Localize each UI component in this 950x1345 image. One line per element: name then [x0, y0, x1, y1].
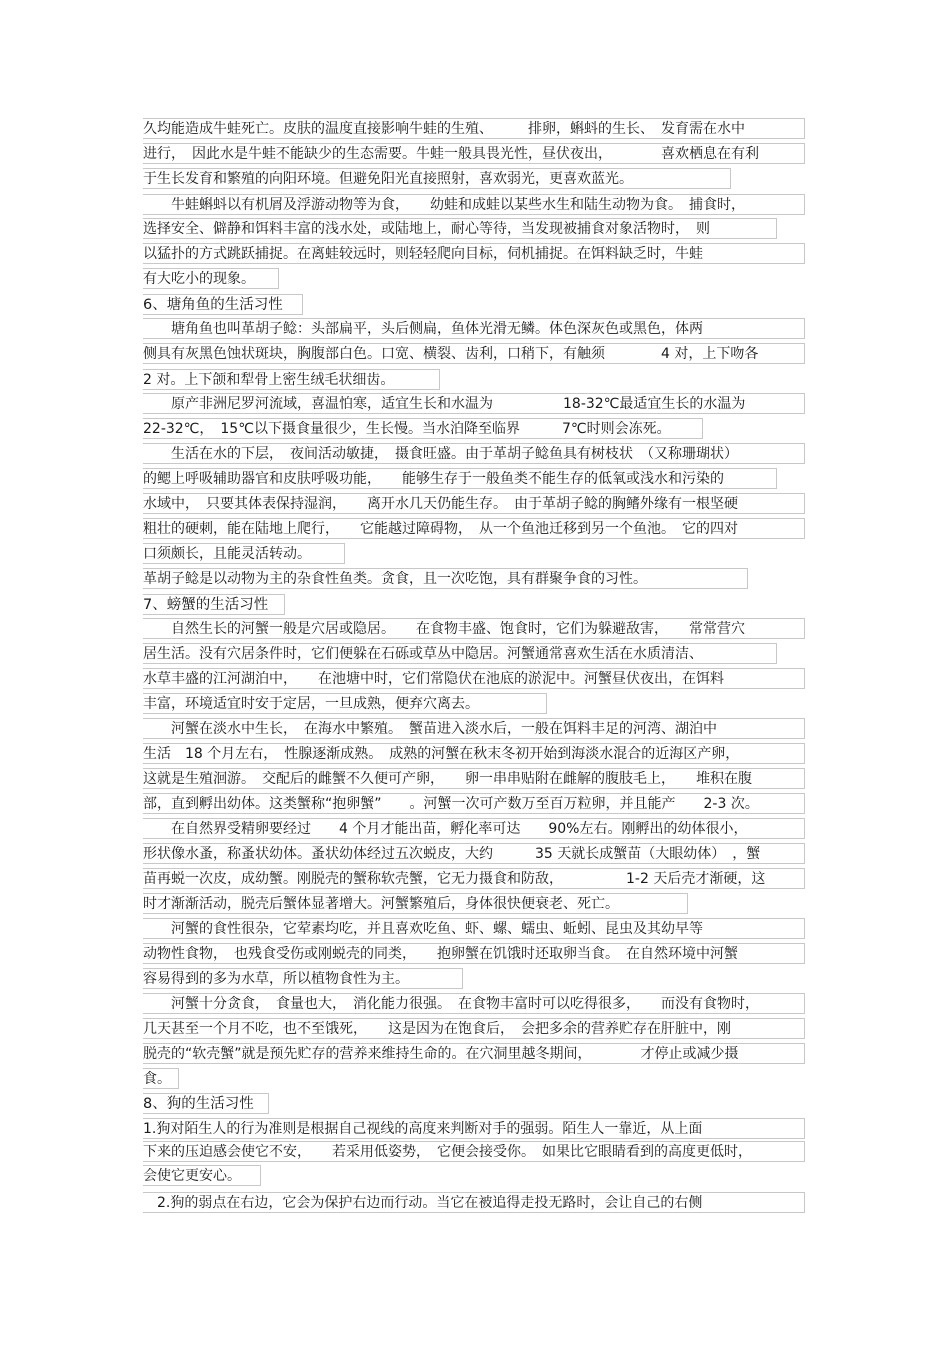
text-line: 2.狗的弱点在右边，它会为保护右边而行动。当它在被追得走投无路时，会让自己的右侧 [143, 1192, 805, 1213]
text-line: 河蟹十分贪食， 食量也大， 消化能力很强。 在食物丰富时可以吃得很多， 而没有食物时， [143, 993, 805, 1014]
text-line: 这就是生殖洄游。 交配后的雌蟹不久便可产卵， 卵一串串贴附在雌解的腹肢毛上， 堆积在腹 [143, 768, 805, 789]
text-line: 粗壮的硬刺，能在陆地上爬行， 它能越过障碍物， 从一个鱼池迁移到另一个鱼池。 它的四对 [143, 518, 805, 539]
text-line: 在自然界受精卵要经过 4 个月才能出苗，孵化率可达 90%左右。刚孵出的幼体很小， [143, 818, 805, 839]
text-line: 丰富，环境适宜时安于定居，一旦成熟，便弃穴离去。 [143, 693, 547, 714]
text-line: 几天甚至一个月不吃，也不至饿死， 这是因为在饱食后， 会把多余的营养贮存在肝脏中，刚 [143, 1018, 805, 1039]
text-line: 生活 18 个月左右， 性腺逐渐成熟。 成熟的河蟹在秋末冬初开始到海淡水混合的近海区产卵， [143, 743, 805, 764]
text-line: 以猛扑的方式跳跃捕捉。在离蛙较远时，则轻轻爬向目标，伺机捕捉。在饵料缺乏时，牛蛙 [143, 243, 805, 264]
text-line: 水草丰盛的江河湖泊中， 在池塘中时，它们常隐伏在池底的淤泥中。河蟹昼伏夜出，在饵料 [143, 668, 805, 689]
text-line: 有大吃小的现象。 [143, 268, 279, 289]
text-line: 生活在水的下层， 夜间活动敏捷， 摄食旺盛。由于革胡子鲶鱼具有树枝状 （又称珊瑚状） [143, 443, 805, 464]
text-line: 部，直到孵出幼体。这类蟹称“抱卵蟹” 。河蟹一次可产数万至百万粒卵，并且能产 2-3 次。 [143, 793, 805, 814]
text-line: 口须颇长，且能灵活转动。 [143, 543, 345, 564]
text-line: 久均能造成牛蛙死亡。皮肤的温度直接影响牛蛙的生殖、 排卵，蝌蚪的生长、 发育需在水中 [143, 118, 805, 139]
text-line: 下来的压迫感会使它不安， 若采用低姿势， 它便会接受你。 如果比它眼睛看到的高度更低时， [143, 1141, 805, 1162]
section-heading: 6、塘角鱼的生活习性 [143, 294, 303, 315]
text-line: 水域中， 只要其体表保持湿润， 离开水几天仍能生存。 由于革胡子鲶的胸鳍外缘有一根坚硬 [143, 493, 805, 514]
text-line: 选择安全、僻静和饵料丰富的浅水处，或陆地上，耐心等待，当发现被捕食对象活物时， 则 [143, 218, 777, 239]
text-line: 自然生长的河蟹一般是穴居或隐居。 在食物丰盛、饱食时，它们为躲避敌害， 常常营穴 [143, 618, 805, 639]
text-line: 侧具有灰黑色蚀状斑块，胸腹部白色。口宽、横裂、齿利，口稍下，有触须 4 对，上下吻各 [143, 343, 805, 364]
text-line: 居生活。没有穴居条件时，它们便躲在石砾或草丛中隐居。河蟹通常喜欢生活在水质清洁、 [143, 643, 777, 664]
section-heading: 7、螃蟹的生活习性 [143, 594, 285, 615]
text-line: 的鳃上呼吸辅助器官和皮肤呼吸功能， 能够生存于一般鱼类不能生存的低氧或浅水和污染的 [143, 468, 777, 489]
text-line: 原产非洲尼罗河流域，喜温怕寒，适宜生长和水温为 18-32℃最适宜生长的水温为 [143, 393, 805, 414]
text-line: 于生长发育和繁殖的向阳环境。但避免阳光直接照射，喜欢弱光，更喜欢蓝光。 [143, 168, 731, 189]
text-line: 苗再蜕一次皮，成幼蟹。刚脱壳的蟹称软壳蟹，它无力摄食和防敌， 1-2 天后壳才渐硬，这 [143, 868, 805, 889]
text-line: 塘角鱼也叫革胡子鲶：头部扁平，头后侧扁，鱼体光滑无鳞。体色深灰色或黑色，体两 [143, 318, 805, 339]
text-line: 食。 [143, 1068, 179, 1089]
text-line: 会使它更安心。 [143, 1165, 261, 1186]
text-line: 脱壳的“软壳蟹”就是预先贮存的营养来维持生命的。在穴洞里越冬期间， 才停止或减少摄 [143, 1043, 805, 1064]
text-line: 时才渐渐活动，脱壳后蟹体显著增大。河蟹繁殖后，身体很快便衰老、死亡。 [143, 893, 688, 914]
text-line: 22-32℃， 15℃以下摄食量很少，生长慢。当水泊降至临界 7℃时则会冻死。 [143, 418, 703, 439]
text-line: 革胡子鲶是以动物为主的杂食性鱼类。贪食，且一次吃饱，具有群聚争食的习性。 [143, 568, 748, 589]
text-line: 牛蛙蝌蚪以有机屑及浮游动物等为食， 幼蛙和成蛙以某些水生和陆生动物为食。 捕食时， [143, 194, 805, 215]
text-line: 动物性食物， 也残食受伤或刚蜕壳的同类， 抱卵蟹在饥饿时还取卵当食。 在自然环境中河蟹 [143, 943, 805, 964]
text-line: 容易得到的多为水草，所以植物食性为主。 [143, 968, 463, 989]
section-heading: 8、狗的生活习性 [143, 1093, 269, 1114]
text-line: 1.狗对陌生人的行为准则是根据自己视线的高度来判断对手的强弱。陌生人一靠近，从上面 [143, 1118, 805, 1139]
text-line: 河蟹的食性很杂，它荤素均吃，并且喜欢吃鱼、虾、螺、蠕虫、蚯蚓、昆虫及其幼早等 [143, 918, 805, 939]
text-line: 形状像水蚤，称蚤状幼体。蚤状幼体经过五次蜕皮，大约 35 天就长成蟹苗（大眼幼体） ，蟹 [143, 843, 805, 864]
text-line: 2 对。上下颌和犁骨上密生绒毛状细齿。 [143, 369, 440, 390]
text-line: 河蟹在淡水中生长， 在海水中繁殖。 蟹苗进入淡水后，一般在饵料丰足的河湾、湖泊中 [143, 718, 805, 739]
text-line: 进行， 因此水是牛蛙不能缺少的生态需要。牛蛙一般具畏光性，昼伏夜出， 喜欢栖息在有利 [143, 143, 805, 164]
